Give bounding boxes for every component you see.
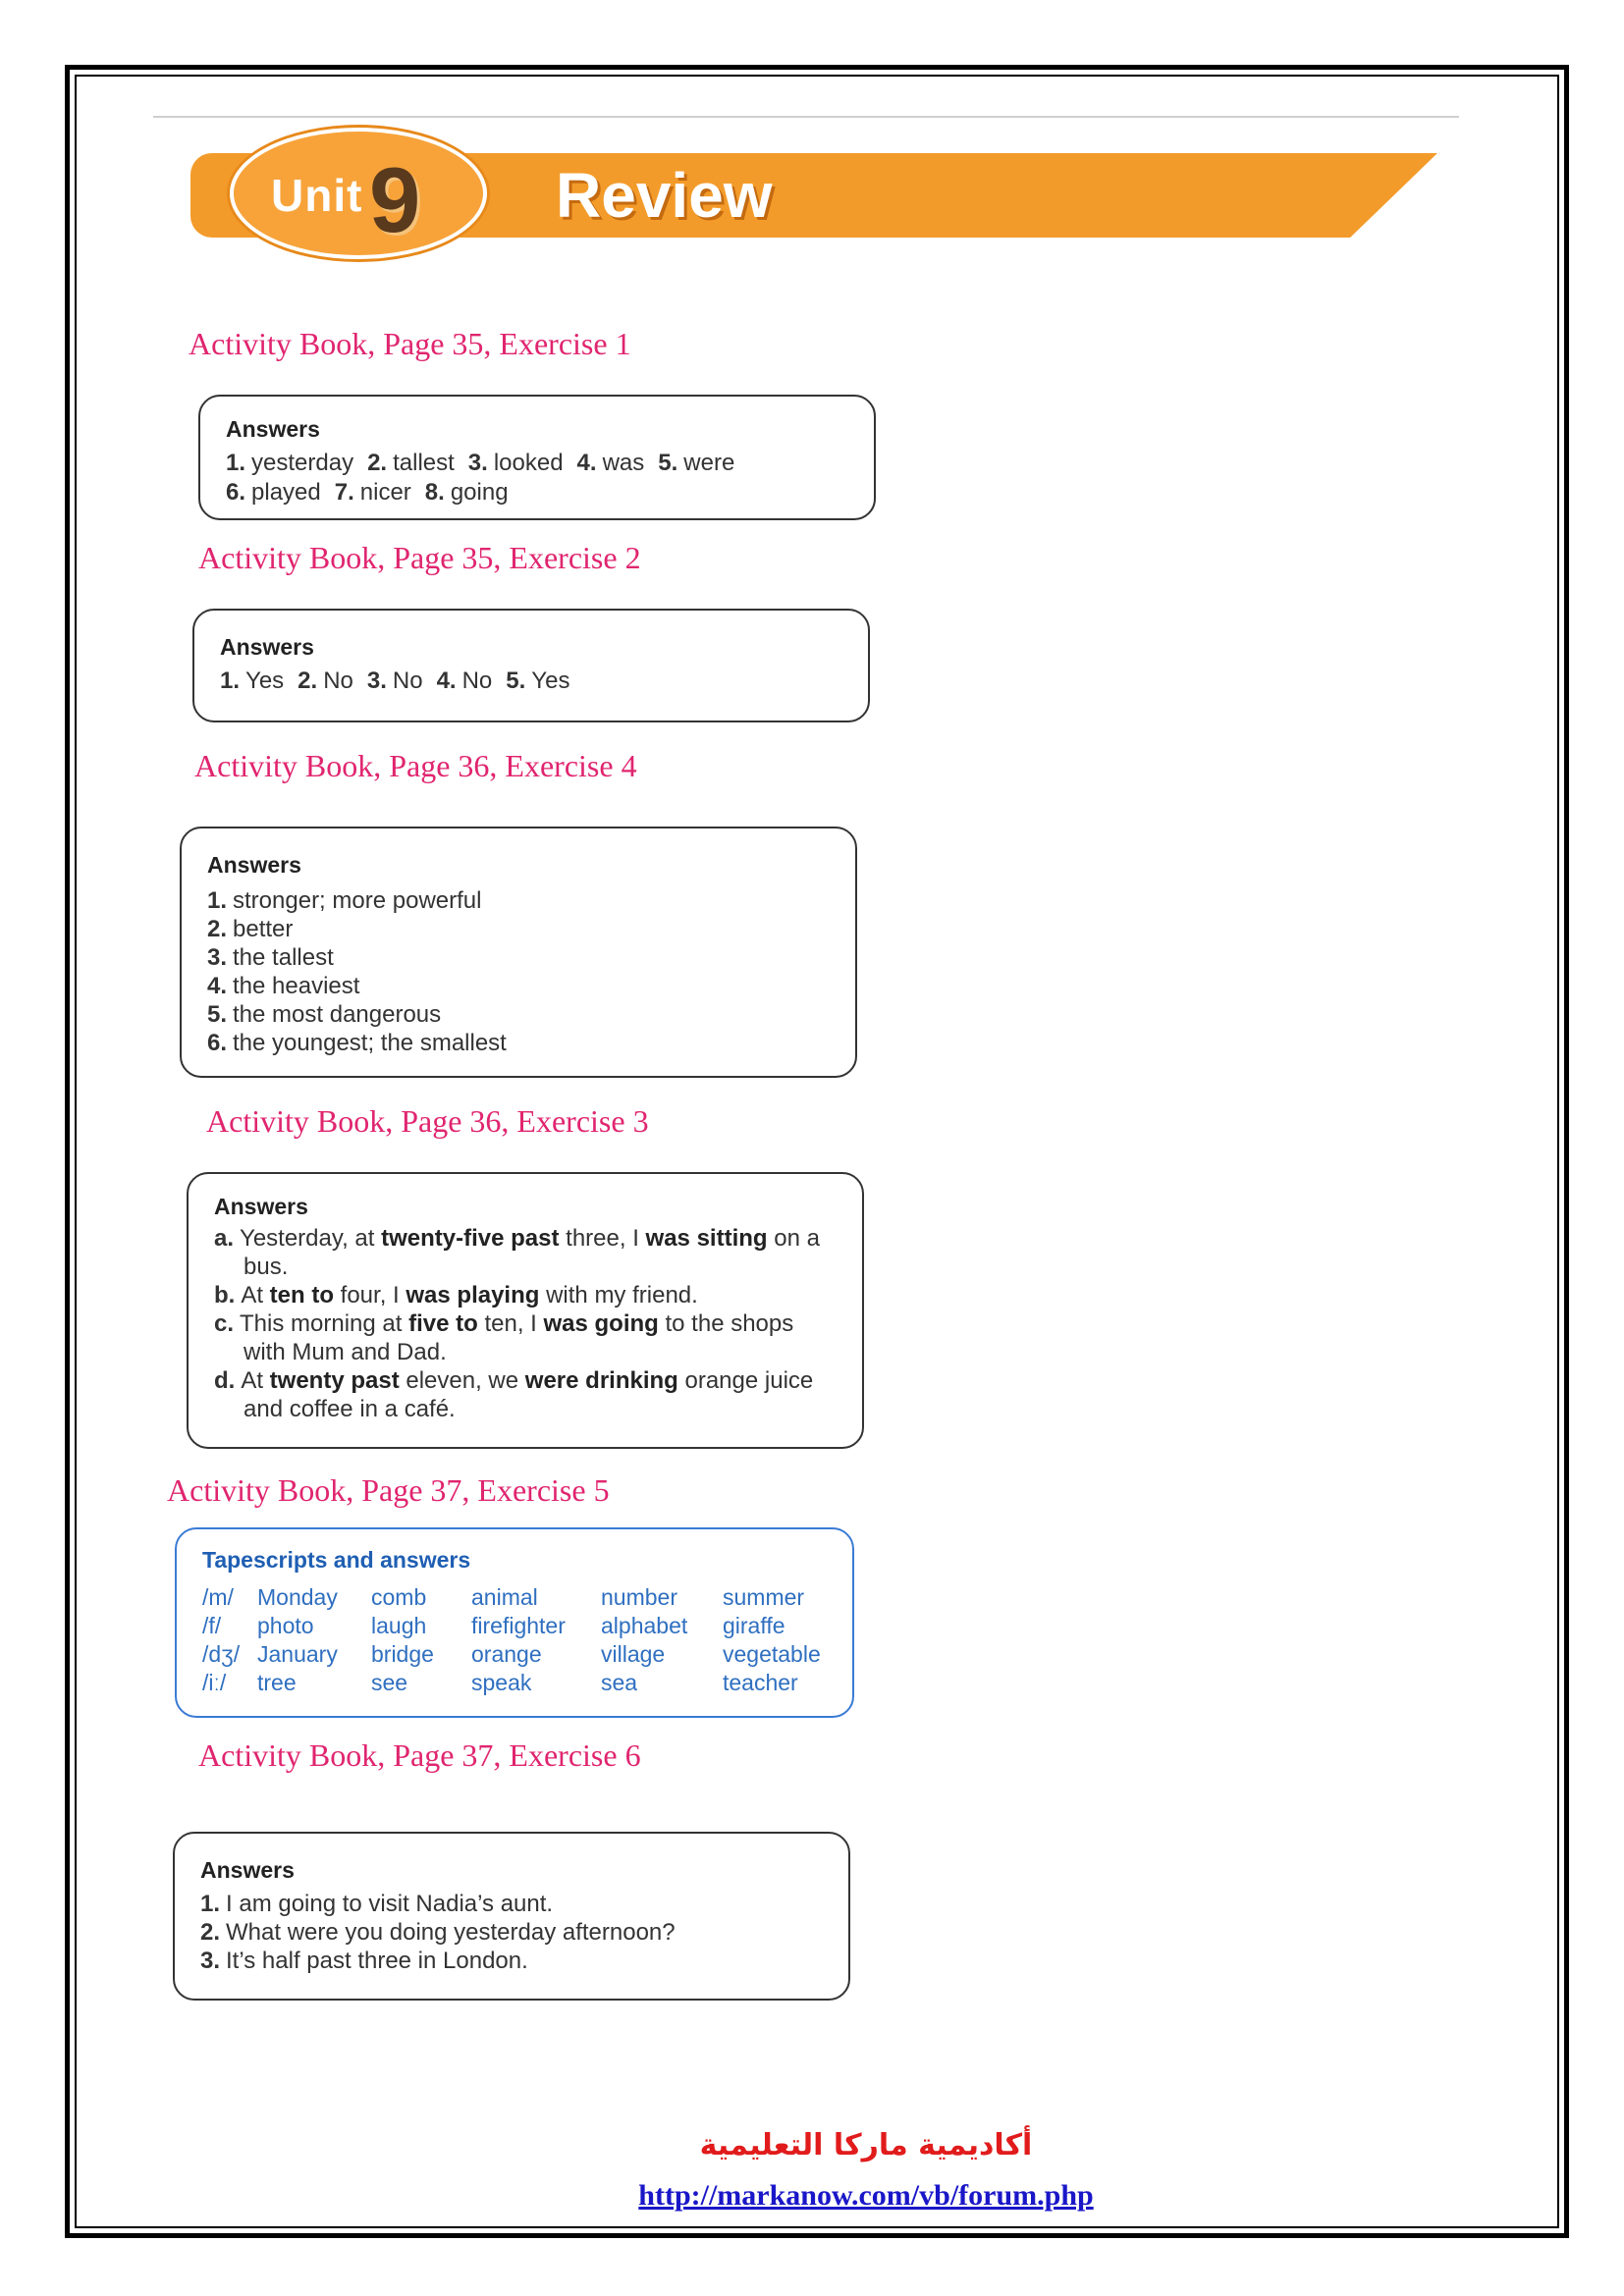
answer-item — [207, 944, 334, 972]
answer-text: stronger; more powerful — [233, 887, 482, 914]
answer-item — [220, 667, 284, 694]
tapescript-word: orange — [471, 1641, 542, 1667]
tapescript-word: January — [257, 1641, 338, 1667]
tapescript-word: giraffe — [723, 1613, 785, 1638]
answer-item — [200, 1891, 553, 1918]
answer-text: ten, I — [477, 1310, 544, 1337]
answer-text: At — [241, 1282, 270, 1308]
answer-number: 6. — [226, 479, 246, 506]
tapescript-word: animal — [471, 1584, 538, 1610]
answer-text: At — [241, 1367, 270, 1394]
answer-item — [425, 479, 509, 506]
answer-number: 5. — [506, 667, 526, 694]
answer-text: It’s half past three in London. — [226, 1948, 528, 1974]
answer-continuation: with Mum and Dad. — [244, 1339, 447, 1365]
answer-number: 5. — [658, 450, 678, 476]
answer-text: on a — [767, 1225, 820, 1252]
answer-item — [577, 450, 645, 476]
answers-box-6 — [173, 1832, 850, 2001]
tapescript-box — [175, 1527, 854, 1718]
answers-title: Answers — [214, 1194, 308, 1219]
answer-item — [468, 450, 564, 476]
answer-text: played — [251, 479, 321, 506]
section-heading-4: Activity Book, Page 36, Exercise 3 — [206, 1103, 649, 1139]
tapescript-word: sea — [601, 1670, 638, 1695]
answer-item — [214, 1310, 793, 1338]
answer-letter: b. — [214, 1282, 236, 1308]
answer-number: 6. — [207, 1030, 228, 1056]
answers-title: Answers — [220, 634, 314, 660]
answer-text: I am going to visit Nadia’s aunt. — [226, 1891, 554, 1917]
tapescript-word: teacher — [723, 1670, 798, 1695]
section-heading-1: Activity Book, Page 35, Exercise 1 — [189, 326, 631, 361]
answer-item — [207, 1001, 441, 1029]
answer-emphasis: was playing — [406, 1282, 540, 1308]
answer-number: 4. — [436, 667, 457, 694]
answer-number: 3. — [200, 1948, 221, 1974]
answer-item — [214, 1225, 820, 1253]
answer-item — [200, 1919, 676, 1947]
tapescript-word: alphabet — [601, 1613, 688, 1638]
answer-number: 2. — [207, 916, 228, 942]
answer-number: 4. — [207, 973, 228, 999]
section-heading-2: Activity Book, Page 35, Exercise 2 — [198, 540, 641, 575]
answer-item — [214, 1282, 698, 1309]
answer-emphasis: was going — [543, 1310, 659, 1337]
answer-number: 2. — [200, 1919, 221, 1946]
phoneme-symbol: /iː/ — [202, 1670, 227, 1695]
banner-title: Review — [556, 160, 773, 231]
tapescript-word: comb — [371, 1584, 427, 1610]
answer-item — [207, 916, 293, 943]
answer-text: going — [450, 479, 509, 506]
answers-box-4 — [187, 1172, 864, 1449]
answer-text: yesterday — [251, 450, 354, 476]
answer-number: 3. — [207, 944, 228, 971]
answer-text: better — [233, 916, 294, 942]
answer-continuation: bus. — [244, 1254, 289, 1280]
answer-text: the tallest — [233, 944, 334, 971]
answer-text: to the shops — [658, 1310, 794, 1337]
unit-label: Unit — [271, 170, 363, 221]
unit-banner — [187, 148, 1463, 251]
answer-number: 8. — [424, 479, 445, 506]
tapescript-title: Tapescripts and answers — [202, 1547, 471, 1573]
tapescript-word: Monday — [257, 1584, 338, 1610]
section-heading-3: Activity Book, Page 36, Exercise 4 — [194, 748, 637, 783]
answers-title: Answers — [200, 1857, 295, 1883]
answer-text: eleven, we — [399, 1367, 525, 1394]
answers-title: Answers — [207, 852, 301, 878]
answer-item — [437, 667, 493, 694]
answer-text: with my friend. — [539, 1282, 698, 1308]
tapescript-word: bridge — [371, 1641, 434, 1667]
answer-item — [226, 479, 321, 506]
tapescript-word: number — [601, 1584, 677, 1610]
answer-text: was — [602, 450, 645, 476]
unit-number: 9 — [369, 148, 421, 251]
tapescript-word: see — [371, 1670, 408, 1695]
answer-emphasis: ten to — [269, 1282, 334, 1308]
answer-item — [298, 667, 353, 694]
answer-item — [367, 667, 423, 694]
answer-emphasis: were drinking — [524, 1367, 678, 1394]
answer-text: What were you doing yesterday afternoon? — [226, 1919, 676, 1946]
footer-forum-link[interactable]: http://markanow.com/vb/forum.php — [638, 2179, 1094, 2212]
answer-number: 2. — [367, 450, 388, 476]
answer-text: tallest — [393, 450, 455, 476]
answer-emphasis: was sitting — [645, 1225, 768, 1252]
answer-number: 1. — [226, 450, 246, 476]
phoneme-symbol: /dʒ/ — [202, 1641, 241, 1667]
answers-box-3 — [180, 827, 857, 1078]
top-rule — [153, 116, 1459, 118]
answer-number: 7. — [334, 479, 354, 506]
answer-text: the youngest; the smallest — [233, 1030, 507, 1056]
answer-letter: c. — [214, 1310, 235, 1337]
answer-number: 5. — [207, 1001, 228, 1028]
answer-item — [207, 973, 359, 1000]
answer-number: 4. — [576, 450, 597, 476]
answer-text: three, I — [559, 1225, 646, 1252]
answer-text: the most dangerous — [233, 1001, 442, 1028]
answer-emphasis: twenty-five past — [381, 1225, 560, 1252]
answers-title: Answers — [226, 416, 320, 442]
answer-text: Yesterday, at — [240, 1225, 382, 1252]
answer-item — [658, 450, 734, 476]
answer-letter: a. — [214, 1225, 235, 1252]
answer-item — [207, 1030, 507, 1057]
tapescript-word: tree — [257, 1670, 297, 1695]
answer-emphasis: five to — [408, 1310, 478, 1337]
answer-emphasis: twenty past — [269, 1367, 400, 1394]
answer-item — [226, 450, 353, 476]
answer-item — [367, 450, 455, 476]
answer-number: 1. — [200, 1891, 221, 1917]
footer-site-name: أكاديمية ماركا التعليمية — [699, 2128, 1033, 2163]
answer-number: 3. — [366, 667, 387, 694]
answer-text: No — [392, 667, 423, 694]
answer-number: 3. — [467, 450, 488, 476]
answer-item — [200, 1948, 528, 1975]
tapescript-word: photo — [257, 1613, 314, 1638]
answer-text: orange juice — [677, 1367, 814, 1394]
tapescript-word: village — [601, 1641, 666, 1667]
answer-item — [207, 887, 481, 915]
answer-text: This morning at — [240, 1310, 409, 1337]
answer-letter: d. — [214, 1367, 236, 1394]
answers-row — [226, 479, 522, 507]
tapescript-word: speak — [471, 1670, 532, 1695]
answer-text: Yes — [245, 667, 285, 694]
answer-text: looked — [493, 450, 564, 476]
answers-row — [226, 450, 748, 477]
answers-box-2 — [192, 609, 870, 722]
phoneme-symbol: /m/ — [202, 1584, 234, 1610]
answer-text: the heaviest — [233, 973, 360, 999]
answer-number: 1. — [220, 667, 241, 694]
answers-box-1 — [198, 395, 876, 520]
section-heading-5: Activity Book, Page 37, Exercise 5 — [167, 1472, 610, 1508]
answer-text: No — [461, 667, 493, 694]
tapescript-word: firefighter — [471, 1613, 566, 1638]
answer-text: No — [323, 667, 353, 694]
answer-text: Yes — [531, 667, 570, 694]
answer-text: were — [683, 450, 735, 476]
tapescript-word: laugh — [371, 1613, 427, 1638]
section-heading-6: Activity Book, Page 37, Exercise 6 — [198, 1737, 641, 1773]
tapescript-word: summer — [723, 1584, 805, 1610]
answer-item — [214, 1367, 813, 1395]
answer-number: 2. — [298, 667, 318, 694]
answers-row — [220, 667, 583, 695]
answer-continuation: and coffee in a café. — [244, 1396, 456, 1422]
answer-text: four, I — [334, 1282, 406, 1308]
phoneme-symbol: /f/ — [202, 1613, 222, 1638]
answer-number: 1. — [207, 887, 228, 914]
answer-item — [335, 479, 411, 506]
answer-item — [506, 667, 569, 694]
tapescript-word: vegetable — [723, 1641, 821, 1667]
answer-text: nicer — [359, 479, 411, 506]
